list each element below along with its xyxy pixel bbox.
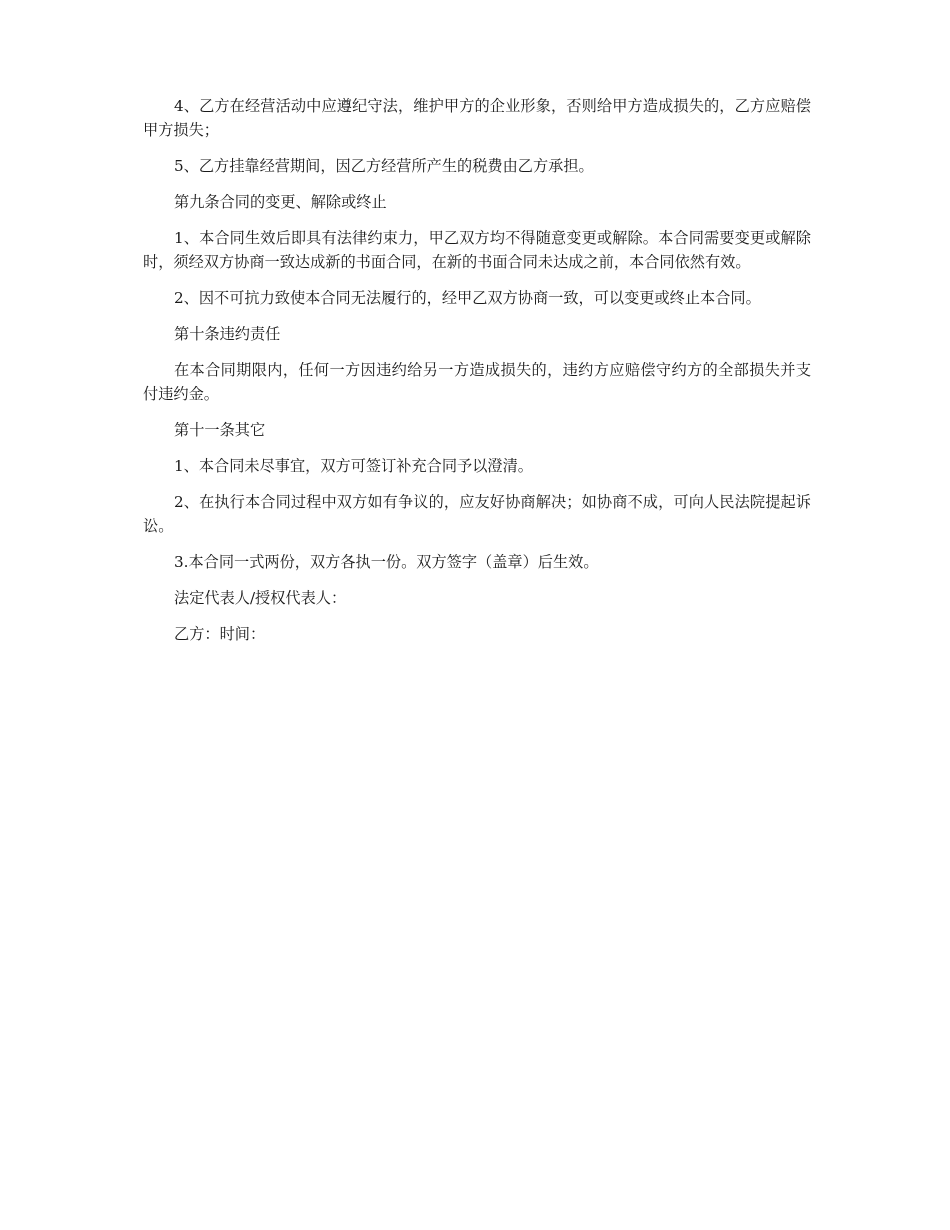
article-11-item-3: 3.本合同一式两份，双方各执一份。双方签字（盖章）后生效。 bbox=[174, 553, 599, 571]
clause-5-taxes: 5、乙方挂靠经营期间，因乙方经营所产生的税费由乙方承担。 bbox=[174, 157, 594, 175]
article-9-item-2: 2、因不可抗力致使本合同无法履行的，经甲乙双方协商一致，可以变更或终止本合同。 bbox=[174, 289, 761, 307]
article-10-heading: 第十条违约责任 bbox=[174, 325, 281, 343]
article-9-item-1: 1、本合同生效后即具有法律约束力，甲乙双方均不得随意变更或解除。本合同需要变更或解除时，须经双方协商一致达成新的书面合同，在新的书面合同未达成之前，本合同依然有效。 bbox=[143, 229, 811, 271]
article-11-heading: 第十一条其它 bbox=[174, 421, 266, 439]
signature-party-b-date-line: 乙方：时间： bbox=[174, 625, 266, 643]
article-10-body: 在本合同期限内，任何一方因违约给另一方造成损失的，违约方应赔偿守约方的全部损失并支付违约金。 bbox=[143, 361, 811, 403]
article-11-item-2: 2、在执行本合同过程中双方如有争议的，应友好协商解决；如协商不成，可向人民法院提起诉讼。 bbox=[143, 493, 811, 535]
signature-representative-line: 法定代表人/授权代表人： bbox=[174, 589, 347, 607]
clause-4-obey-law: 4、乙方在经营活动中应遵纪守法，维护甲方的企业形象，否则给甲方造成损失的，乙方应赔偿甲方损失； bbox=[143, 97, 811, 139]
article-11-item-1: 1、本合同未尽事宜，双方可签订补充合同予以澄清。 bbox=[174, 457, 533, 475]
article-9-heading: 第九条合同的变更、解除或终止 bbox=[174, 193, 387, 211]
document-page bbox=[143, 94, 811, 658]
